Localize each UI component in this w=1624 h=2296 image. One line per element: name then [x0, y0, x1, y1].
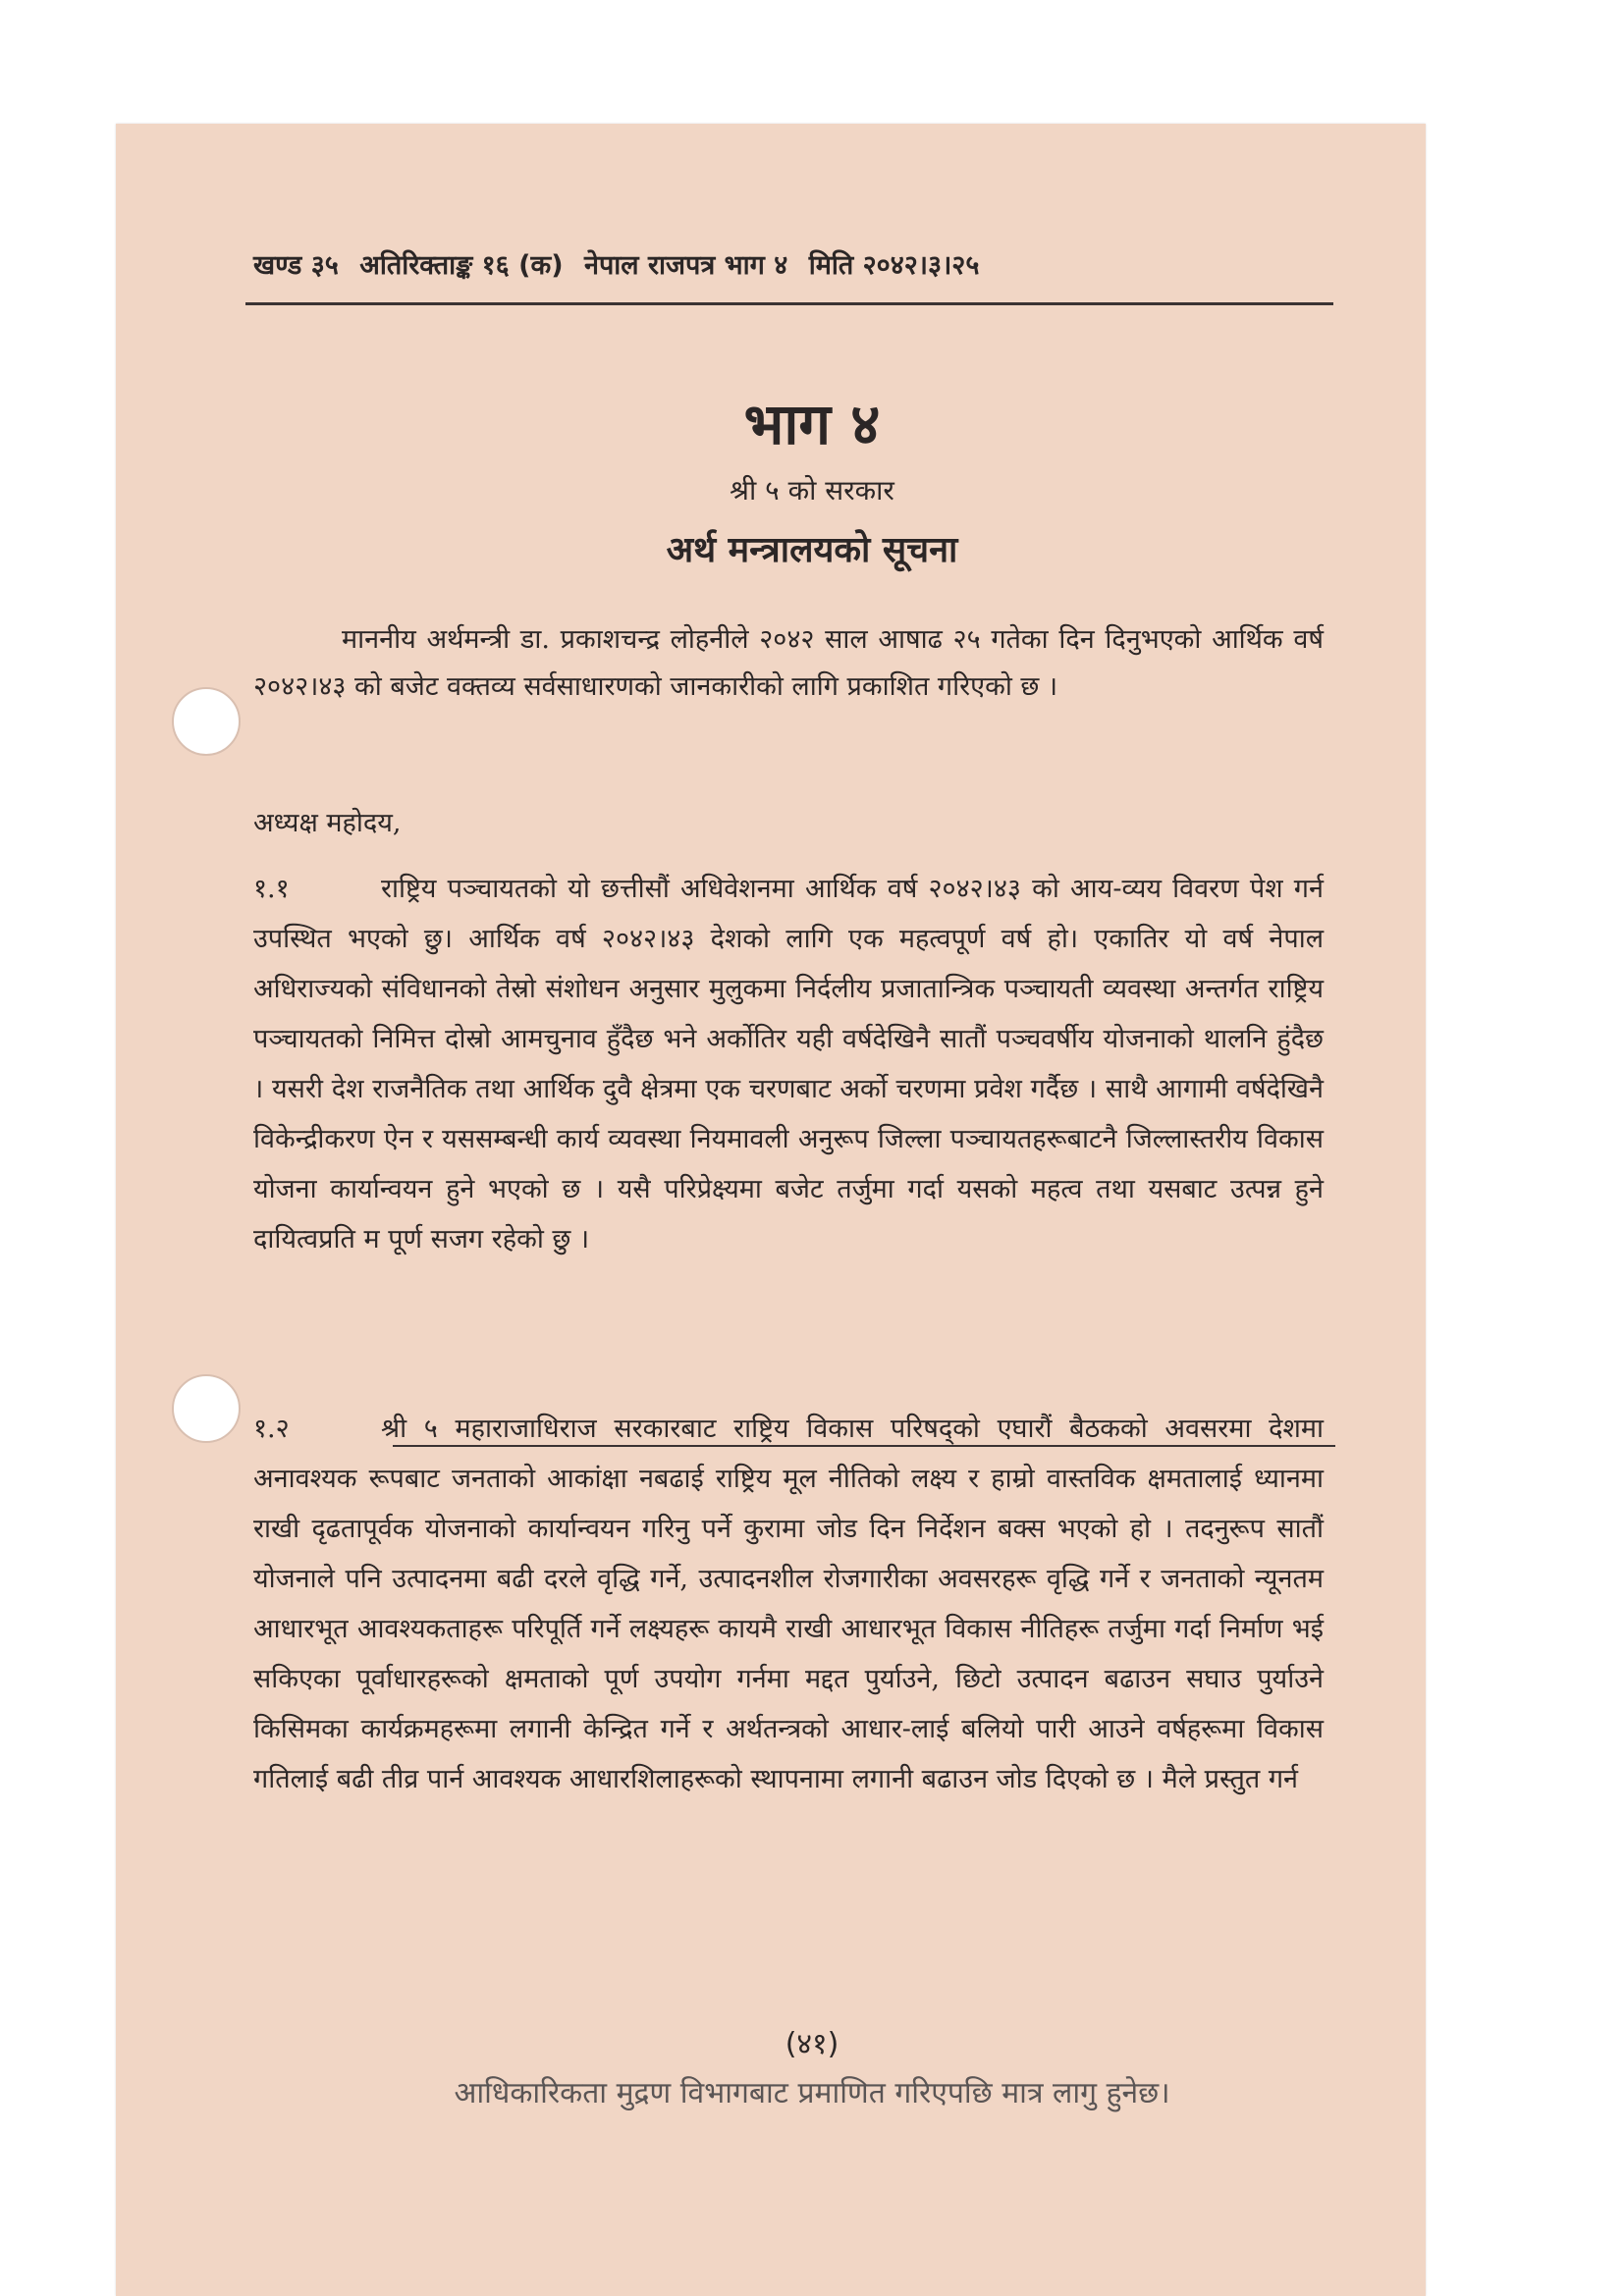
intro-paragraph: माननीय अर्थमन्त्री डा. प्रकाशचन्द्र लोहनीले २०४२ साल आषाढ २५ गतेका दिन दिनुभएको आर्थिक वर्ष २०४२।४३ को बजेट वक्तव्य सर्वसाधारणको जानकारीको लागि प्रकाशित गरिएको छ । — [253, 624, 1324, 702]
authenticity-note: आधिकारिकता मुद्रण विभागबाट प्रमाणित गरिएपछि मात्र लागु हुनेछ। — [454, 2076, 1170, 2110]
header-gazette: नेपाल राजपत्र भाग ४ — [583, 250, 788, 281]
header-date: मिति २०४२।३।२५ — [808, 250, 980, 281]
part-title: भाग ४ — [743, 391, 881, 457]
gazette-header — [253, 245, 1333, 282]
paragraph-number: १.२ — [253, 1414, 290, 1444]
underline-rule — [393, 1445, 1335, 1447]
header-issue: अतिरिक्ताङ्क १६ (क) — [359, 250, 564, 281]
page-number: (४१) — [785, 2027, 839, 2061]
paragraph-number: १.१ — [253, 874, 290, 904]
header-volume: खण्ड ३५ — [253, 250, 339, 281]
paragraph-text: राष्ट्रिय पञ्चायतको यो छत्तीसौं अधिवेशनमा आर्थिक वर्ष २०४२।४३ को आय-व्यय विवरण पेश गर्न उपस्थित भएको छु। आर्थिक वर्ष २०४२।४३ देशको लागि एक महत्वपूर्ण वर्ष हो। एकातिर यो वर्ष नेपाल अधिराज्यको संविधानको तेस्रो संशोधन अनुसार मुलुकमा निर्दलीय प्रजातान्त्रिक पञ्चायती व्यवस्था अन्तर्गत राष्ट्रिय पञ्चायतको निमित्त दोस्रो आमचुनाव हुँदैछ भने अर्कोतिर यही वर्षदेखिनै सातौं पञ्चवर्षीय योजनाको थालनि हुंदैछ । यसरी देश राजनैतिक तथा आर्थिक दुवै क्षेत्रमा एक चरणबाट अर्को चरणमा प्रवेश गर्दैछ । साथै आगामी वर्षदेखिनै विकेन्द्रीकरण ऐन र यससम्बन्धी कार्य व्यवस्था नियमावली अनुरूप जिल्ला पञ्चायतहरूबाटनै जिल्लास्तरीय विकास योजना कार्यान्वयन हुने भएको छ । यसै परिप्रेक्ष्यमा बजेट तर्जुमा गर्दा यसको महत्व तथा यसबाट उत्पन्न हुने दायित्वप्रति म पूर्ण सजग रहेको छु । — [253, 874, 1324, 1255]
paragraph-1-2 — [253, 1404, 1324, 1804]
government-heading: श्री ५ को सरकार — [730, 474, 894, 507]
paragraph-1-1 — [253, 864, 1324, 1264]
punch-hole — [172, 687, 241, 756]
header-divider — [245, 302, 1333, 305]
salutation: अध्यक्ष महोदय, — [253, 808, 402, 838]
punch-hole — [172, 1374, 241, 1443]
ministry-notice-heading: अर्थ मन्त्रालयको सूचना — [666, 529, 958, 570]
paragraph-text: श्री ५ महाराजाधिराज सरकारबाट राष्ट्रिय विकास परिषद्को एघारौं बैठकको अवसरमा देशमा अनावश्यक रूपबाट जनताको आकांक्षा नबढाई राष्ट्रिय मूल नीतिको लक्ष्य र हाम्रो वास्तविक क्षमतालाई ध्यानमा राखी दृढतापूर्वक योजनाको कार्यान्वयन गरिनु पर्ने कुरामा जोड दिन निर्देशन बक्स भएको हो । तदनुरूप सातौं योजनाले पनि उत्पादनमा बढी दरले वृद्धि गर्ने, उत्पादनशील रोजगारीका अवसरहरू वृद्धि गर्ने र जनताको न्यूनतम आधारभूत आवश्यकताहरू परिपूर्ति गर्ने लक्ष्यहरू कायमै राखी आधारभूत विकास नीतिहरू तर्जुमा गर्दा निर्माण भई सकिएका पूर्वाधारहरूको क्षमताको पूर्ण उपयोग गर्नमा मद्दत पुर्याउने, छिटो उत्पादन बढाउन सघाउ पुर्याउने किसिमका कार्यक्रमहरूमा लगानी केन्द्रित गर्ने र अर्थतन्त्रको आधार-लाई बलियो पारी आउने वर्षहरूमा विकास गतिलाई बढी तीव्र पार्न आवश्यक आधारशिलाहरूको स्थापनामा लगानी बढाउन जोड दिएको छ । मैले प्रस्तुत गर्न — [253, 1414, 1324, 1794]
